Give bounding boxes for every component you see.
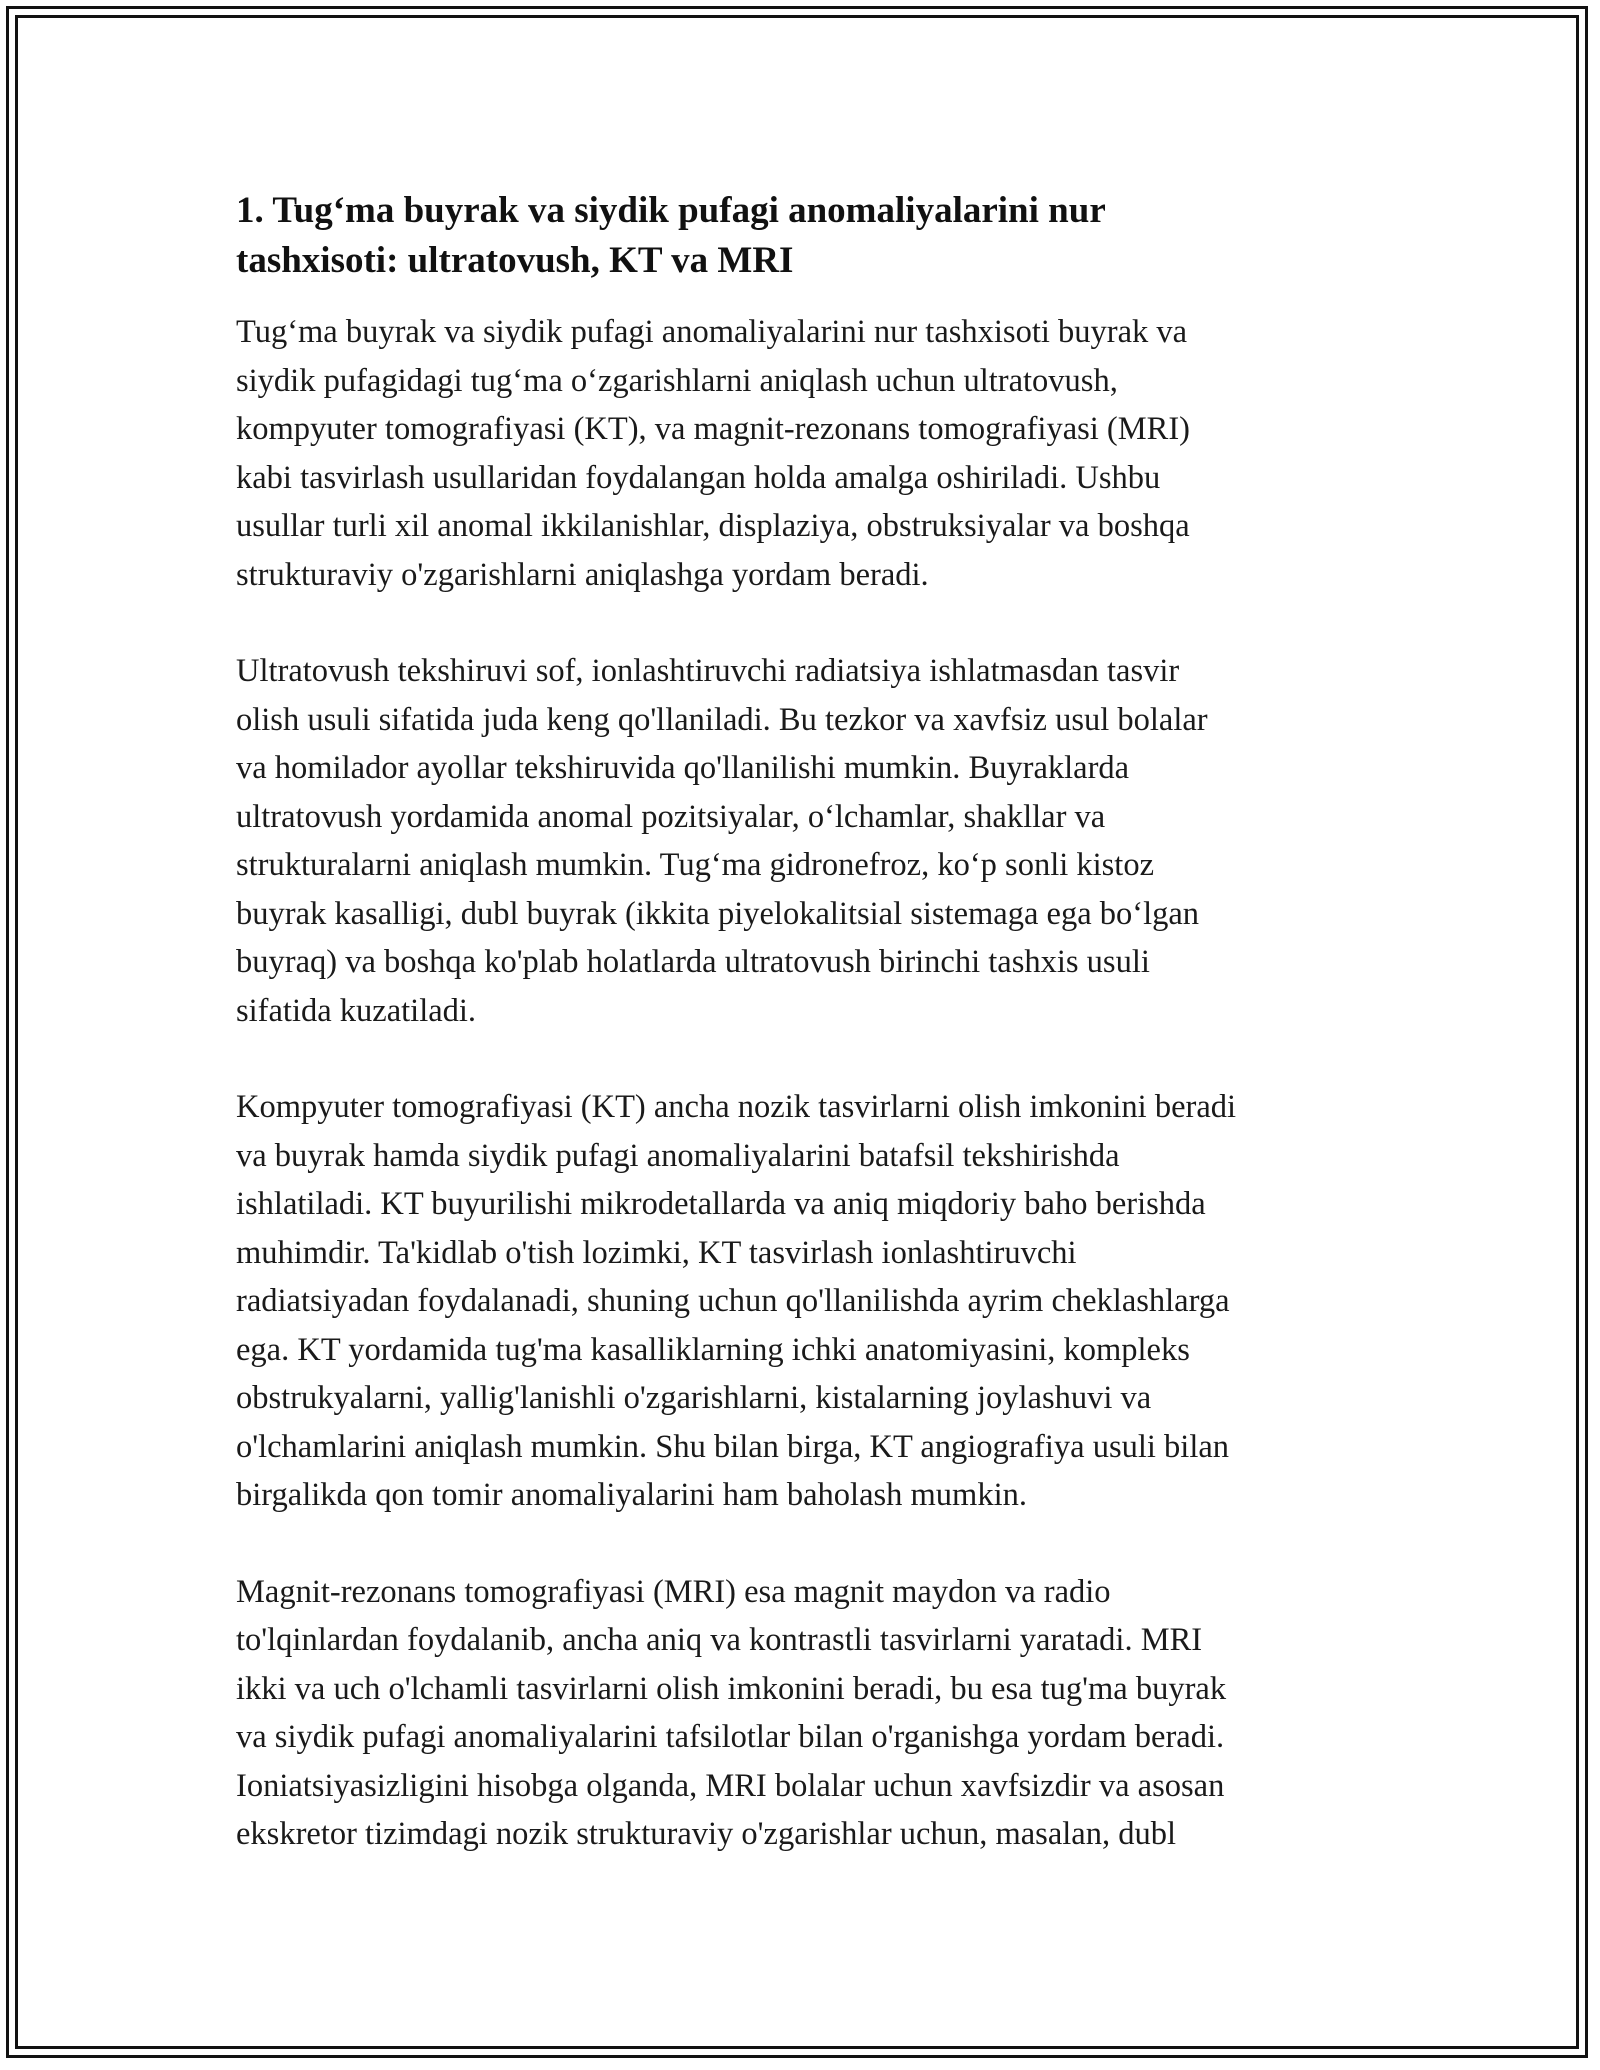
document-body: [236, 186, 1366, 1859]
paragraph-ct: Kompyuter tomografiyasi (KT) ancha nozik tasvirlarni olish imkonini beradi va buyrak hamda siydik pufagi anomaliyalarini batafsil tekshirishda ishlatiladi. KT buyurilishi mikrodetallarda va aniq miqdoriy baho berishda muhimdir. Ta'kidlab o'tish lozimki, KT tasvirlash ionlashtiruvchi radiatsiyadan foydalanadi, shuning uchun qo'llanilishda ayrim cheklashlarga ega. KT yordamida tug'ma kasalliklarning ichki anatomiyasini, kompleks obstrukyalarni, yallig'lanishli o'zgarishlarni, kistalarning joylashuvi va o'lchamlarini aniqlash mumkin. Shu bilan birga, KT angiografiya usuli bilan birgalikda qon tomir anomaliyalarini ham baholash mumkin.: [236, 1089, 1237, 1513]
section-heading: 1. Tug‘ma buyrak va siydik pufagi anomaliyalarini nur tashxisoti: ultratovush, KT va MRI: [236, 190, 1106, 281]
paragraph-mri: Magnit-rezonans tomografiyasi (MRI) esa magnit maydon va radio to'lqinlardan foydalanib, ancha aniq va kontrastli tasvirlarni yaratadi. MRI ikki va uch o'lchamli tasvirlarni olish imkonini beradi, bu esa tug'ma buyrak va siydik pufagi anomaliyalarini tafsilotlar bilan o'rganishga yordam beradi. Ioniatsiyasizligini hisobga olganda, MRI bolalar uchun xavfsizdir va asosan ekskretor tizimdagi nozik strukturaviy o'zgarishlar uchun, masalan, dubl: [236, 1573, 1227, 1852]
paragraph-intro: Tug‘ma buyrak va siydik pufagi anomaliyalarini nur tashxisoti buyrak va siydik pufagidagi tug‘ma o‘zgarishlarni aniqlash uchun ultratovush, kompyuter tomografiyasi (KT), va magnit-rezonans tomografiyasi (MRI) kabi tasvirlash usullaridan foydalangan holda amalga oshiriladi. Ushbu usullar turli xil anomal ikkilanishlar, displaziya, obstruksiyalar va boshqa strukturaviy o'zgarishlarni aniqlashga yordam beradi.: [236, 314, 1190, 593]
paragraph-ultrasound: Ultratovush tekshiruvi sof, ionlashtiruvchi radiatsiya ishlatmasdan tasvir olish usuli sifatida juda keng qo'llaniladi. Bu tezkor va xavfsiz usul bolalar va homilador ayollar tekshiruvida qo'llanilishi mumkin. Buyraklarda ultratovush yordamida anomal pozitsiyalar, o‘lchamlar, shakllar va strukturalarni aniqlash mumkin. Tug‘ma gidronefroz, ko‘p sonli kistoz buyrak kasalligi, dubl buyrak (ikkita piyelokalitsial sistemaga ega bo‘lgan buyraq) va boshqa ko'plab holatlarda ultratovush birinchi tashxis usuli sifatida kuzatiladi.: [236, 653, 1208, 1029]
